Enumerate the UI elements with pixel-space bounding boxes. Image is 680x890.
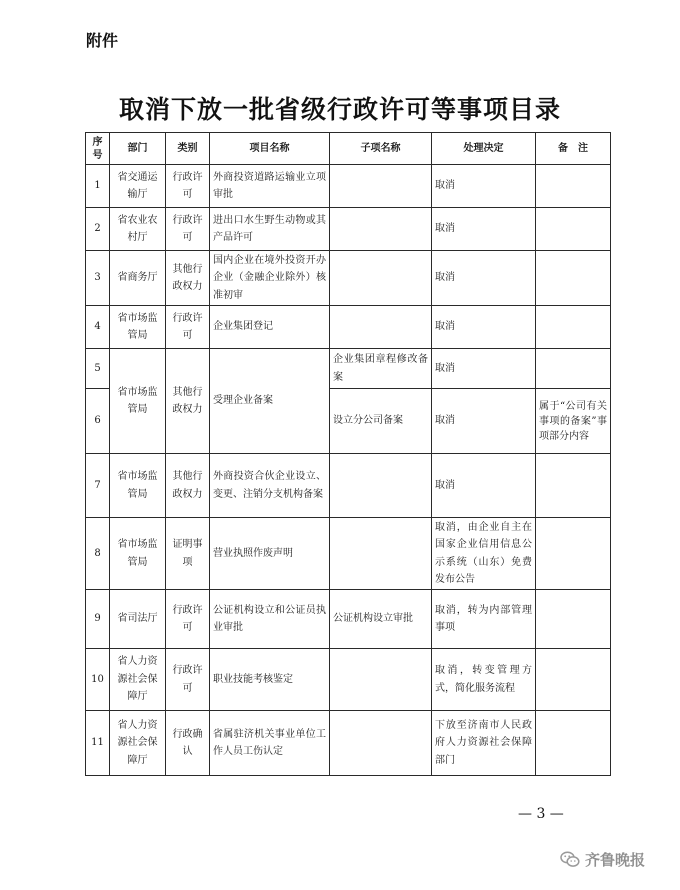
cell-decision: 取消 <box>432 251 536 306</box>
table-row <box>86 454 611 518</box>
cell-note <box>536 518 611 590</box>
table-row <box>86 165 611 208</box>
watermark <box>560 849 645 870</box>
cell-department: 省司法厅 <box>110 590 166 649</box>
cell-item: 外商投资合伙企业设立、变更、注销分支机构备案 <box>210 454 330 518</box>
table-header-row <box>86 133 611 165</box>
cell-category: 行政许可 <box>166 208 210 251</box>
cell-no: 4 <box>86 306 110 349</box>
cell-subitem <box>330 649 432 711</box>
cell-category: 其他行政权力 <box>166 251 210 306</box>
cell-category: 证明事项 <box>166 518 210 590</box>
header-department: 部门 <box>110 133 166 165</box>
table-row <box>86 649 611 711</box>
cell-decision: 取消 <box>432 349 536 389</box>
cell-note: 属于“公司有关事项的备案”事项部分内容 <box>536 389 611 454</box>
cell-subitem <box>330 518 432 590</box>
cell-no: 11 <box>86 711 110 776</box>
cell-item: 公证机构设立和公证员执业审批 <box>210 590 330 649</box>
cell-decision: 取消 <box>432 306 536 349</box>
cell-department: 省交通运输厅 <box>110 165 166 208</box>
cell-department: 省人力资源社会保障厅 <box>110 711 166 776</box>
table-row <box>86 711 611 776</box>
cell-subitem: 企业集团章程修改备案 <box>330 349 432 389</box>
header-subitem: 子项名称 <box>330 133 432 165</box>
cell-no: 10 <box>86 649 110 711</box>
header-item: 项目名称 <box>210 133 330 165</box>
cell-item: 进出口水生野生动物或其产品许可 <box>210 208 330 251</box>
cell-subitem <box>330 251 432 306</box>
cell-item: 营业执照作废声明 <box>210 518 330 590</box>
cell-no: 9 <box>86 590 110 649</box>
cell-note <box>536 590 611 649</box>
wechat-icon <box>560 851 580 868</box>
cell-decision: 取消，由企业自主在国家企业信用信息公示系统（山东）免费发布公告 <box>432 518 536 590</box>
header-no: 序号 <box>86 133 110 165</box>
cell-category: 行政许可 <box>166 165 210 208</box>
cell-note <box>536 349 611 389</box>
cell-item: 企业集团登记 <box>210 306 330 349</box>
table-row <box>86 306 611 349</box>
table-row <box>86 349 611 389</box>
table-row <box>86 590 611 649</box>
cell-item: 省属驻济机关事业单位工作人员工伤认定 <box>210 711 330 776</box>
cell-no: 3 <box>86 251 110 306</box>
cell-department: 省市场监管局 <box>110 518 166 590</box>
cell-category: 行政许可 <box>166 649 210 711</box>
cell-subitem: 设立分公司备案 <box>330 389 432 454</box>
cell-department: 省市场监管局 <box>110 306 166 349</box>
cell-item: 国内企业在境外投资开办企业（金融企业除外）核准初审 <box>210 251 330 306</box>
table-row <box>86 251 611 306</box>
cell-subitem <box>330 165 432 208</box>
cell-subitem <box>330 454 432 518</box>
cell-no: 1 <box>86 165 110 208</box>
cell-category: 其他行政权力 <box>166 349 210 454</box>
cell-no: 7 <box>86 454 110 518</box>
cell-note <box>536 306 611 349</box>
cell-subitem <box>330 306 432 349</box>
cell-note <box>536 711 611 776</box>
watermark-text: 齐鲁晚报 <box>585 851 646 869</box>
cell-category: 行政许可 <box>166 590 210 649</box>
header-category: 类别 <box>166 133 210 165</box>
cell-department: 省市场监管局 <box>110 349 166 454</box>
cell-department: 省人力资源社会保障厅 <box>110 649 166 711</box>
cell-subitem <box>330 208 432 251</box>
cell-decision: 取消 <box>432 165 536 208</box>
cell-department: 省市场监管局 <box>110 454 166 518</box>
cell-note <box>536 165 611 208</box>
cell-note <box>536 454 611 518</box>
cell-no: 6 <box>86 389 110 454</box>
cell-department: 省农业农村厅 <box>110 208 166 251</box>
cell-decision: 取消 <box>432 208 536 251</box>
cell-no: 5 <box>86 349 110 389</box>
document-title: 取消下放一批省级行政许可等事项目录 <box>118 95 561 124</box>
cell-note <box>536 649 611 711</box>
cell-decision: 取消 <box>432 454 536 518</box>
attachment-label: 附件 <box>86 31 119 50</box>
cell-note <box>536 208 611 251</box>
cell-decision: 取消，转为内部管理事项 <box>432 590 536 649</box>
cell-category: 行政许可 <box>166 306 210 349</box>
header-decision: 处理决定 <box>432 133 536 165</box>
cell-decision: 下放至济南市人民政府人力资源社会保障部门 <box>432 711 536 776</box>
header-note: 备 注 <box>536 133 611 165</box>
cell-item: 受理企业备案 <box>210 349 330 454</box>
cell-item: 职业技能考核鉴定 <box>210 649 330 711</box>
cell-subitem: 公证机构设立审批 <box>330 590 432 649</box>
cell-subitem <box>330 711 432 776</box>
cell-no: 8 <box>86 518 110 590</box>
table-row <box>86 518 611 590</box>
cell-item: 外商投资道路运输业立项审批 <box>210 165 330 208</box>
cell-category: 行政确认 <box>166 711 210 776</box>
cell-department: 省商务厅 <box>110 251 166 306</box>
cell-decision: 取消，转变管理方式，简化服务流程 <box>432 649 536 711</box>
page-number: — 3 — <box>518 806 564 822</box>
cell-no: 2 <box>86 208 110 251</box>
catalog-table <box>85 132 611 776</box>
table-row <box>86 208 611 251</box>
cell-decision: 取消 <box>432 389 536 454</box>
cell-note <box>536 251 611 306</box>
cell-category: 其他行政权力 <box>166 454 210 518</box>
